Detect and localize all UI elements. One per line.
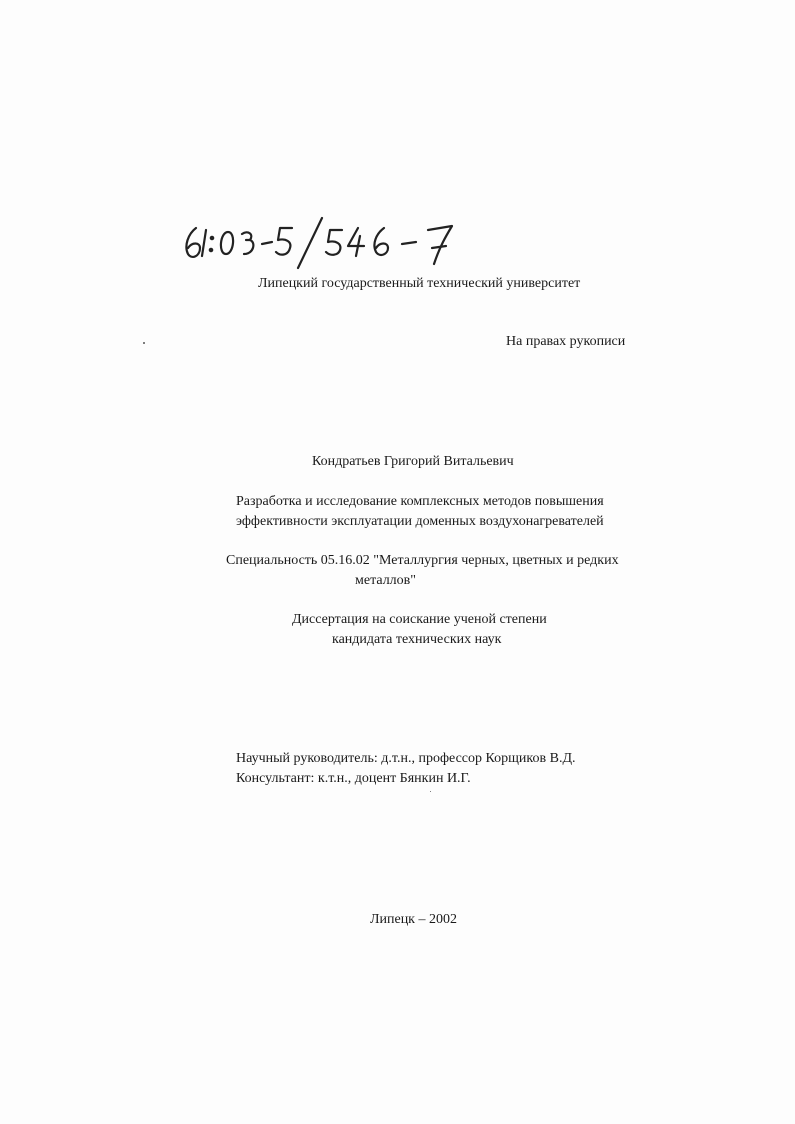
scan-speck xyxy=(430,791,431,792)
handwritten-code-drawing xyxy=(180,212,480,272)
scientific-advisor: Научный руководитель: д.т.н., профессор Корщиков В.Д. xyxy=(236,751,576,766)
dissertation-line-2: кандидата технических наук xyxy=(332,632,502,647)
consultant: Консультант: к.т.н., доцент Бянкин И.Г. xyxy=(236,771,471,786)
specialty-line-1: Специальность 05.16.02 "Металлургия черных, цветных и редких xyxy=(226,553,619,568)
handwritten-archive-code xyxy=(180,212,480,272)
university-name: Липецкий государственный технический университет xyxy=(258,276,581,291)
rights-note: На правах рукописи xyxy=(506,334,626,349)
title-line-2: эффективности эксплуатации доменных воздухонагревателей xyxy=(236,514,604,529)
author-name: Кондратьев Григорий Витальевич xyxy=(312,454,514,469)
city-year: Липецк – 2002 xyxy=(370,912,457,927)
title-line-1: Разработка и исследование комплексных методов повышения xyxy=(236,494,604,509)
dissertation-line-1: Диссертация на соискание ученой степени xyxy=(292,612,547,627)
specialty-line-2: металлов" xyxy=(355,573,416,588)
scan-speck xyxy=(143,342,145,344)
